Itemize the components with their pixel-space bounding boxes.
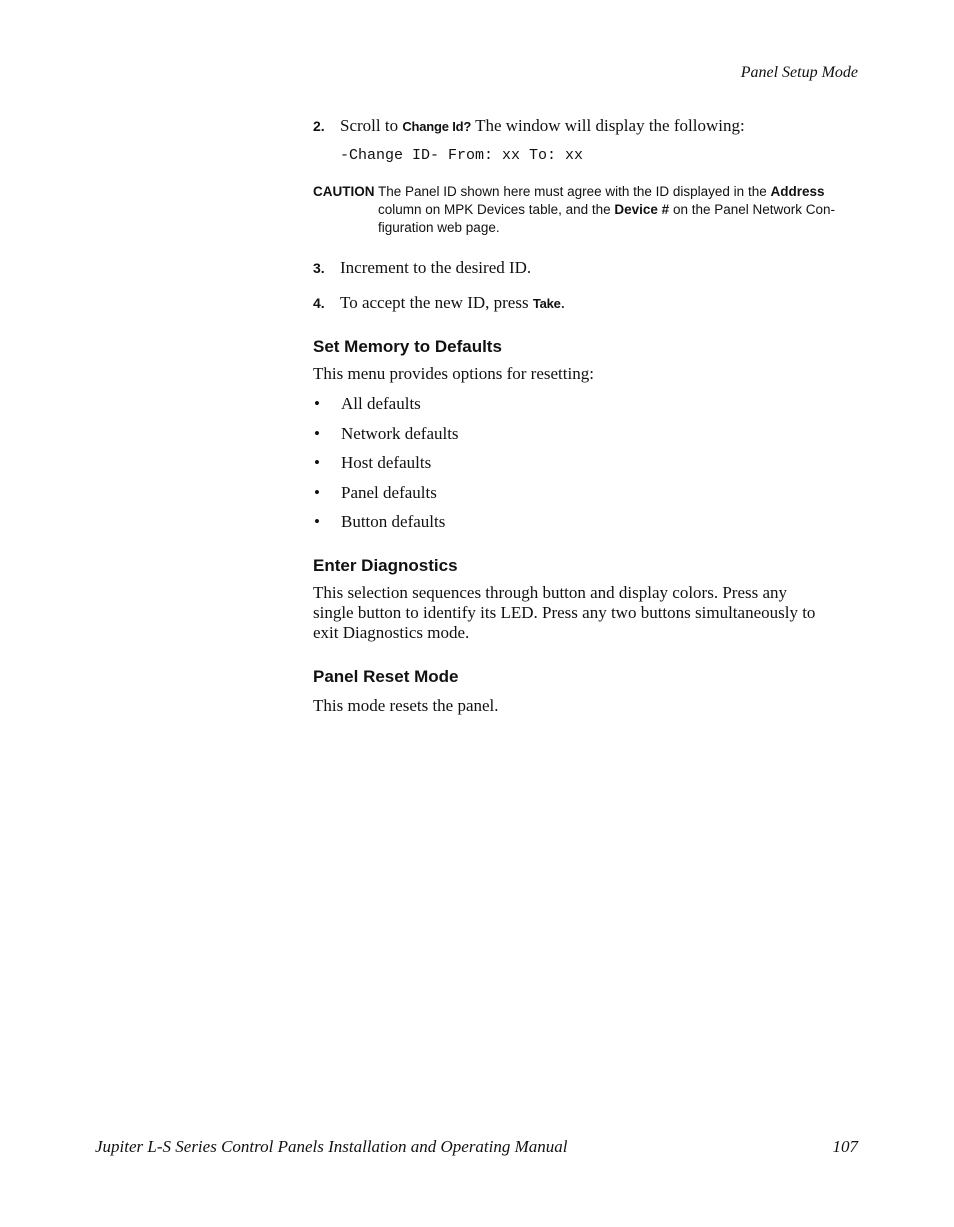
page-number: 107 xyxy=(832,1137,858,1156)
menu-key-label: Take xyxy=(532,296,561,311)
list-item-text: All defaults xyxy=(341,394,421,413)
list-item xyxy=(313,483,861,503)
list-item-text: Button defaults xyxy=(341,512,446,531)
section-intro-memory: This menu provides options for resetting: xyxy=(313,364,594,383)
menu-key-label: Change Id? xyxy=(402,119,472,134)
list-item xyxy=(313,453,861,473)
step-3 xyxy=(313,258,861,278)
caution-bold-device: Device # xyxy=(614,202,670,217)
footer-title: Jupiter L-S Series Control Panels Installation and Operating Manual xyxy=(95,1137,568,1156)
page-content xyxy=(313,116,861,716)
section-body-diagnostics xyxy=(313,583,861,643)
defaults-list xyxy=(313,394,861,532)
step-text xyxy=(340,116,745,137)
step-text-part: . xyxy=(560,293,565,312)
step-number: 4. xyxy=(313,295,325,311)
caution-text-part: figuration web page. xyxy=(378,220,500,235)
code-display-line: -Change ID- From: xx To: xx xyxy=(340,147,584,164)
bullet-icon: • xyxy=(314,453,320,472)
diagnostics-line: single button to identify its LED. Press any two buttons simultaneously to xyxy=(313,603,816,622)
diagnostics-line: exit Diagnostics mode. xyxy=(313,623,470,642)
caution-note xyxy=(313,183,861,237)
step-text xyxy=(340,293,565,314)
list-item-text: Network defaults xyxy=(341,423,459,443)
step-text: Increment to the desired ID. xyxy=(340,258,532,277)
step-4 xyxy=(313,293,861,314)
step-text-part: The window will display the following: xyxy=(471,116,745,135)
list-item-text: Host defaults xyxy=(341,453,432,472)
list-item xyxy=(313,424,861,444)
running-head: Panel Setup Mode xyxy=(740,64,858,81)
step-2 xyxy=(313,116,861,137)
caution-text-part: column on MPK Devices table, and the xyxy=(378,202,615,217)
caution-bold-address: Address xyxy=(770,184,825,199)
diagnostics-line: This selection sequences through button and display colors. Press any xyxy=(313,583,788,602)
step-number: 2. xyxy=(313,118,325,134)
bullet-icon: • xyxy=(314,482,320,502)
section-heading-memory: Set Memory to Defaults xyxy=(313,337,502,356)
list-item-text: Panel defaults xyxy=(341,482,437,502)
caution-text-part: on the Panel Network Con- xyxy=(669,202,836,217)
bullet-icon: • xyxy=(314,394,320,413)
list-item xyxy=(313,394,861,414)
step-text-part: Scroll to xyxy=(340,116,403,135)
step-number: 3. xyxy=(313,260,325,276)
caution-text-part: The Panel ID shown here must agree with the ID displayed in the xyxy=(378,184,771,199)
caution-text xyxy=(378,183,848,237)
list-item xyxy=(313,512,861,532)
bullet-icon: • xyxy=(314,512,320,531)
section-heading-diagnostics: Enter Diagnostics xyxy=(313,556,458,575)
bullet-icon: • xyxy=(314,423,320,443)
step-text-part: To accept the new ID, press xyxy=(340,293,533,312)
caution-label: CAUTION xyxy=(313,184,375,199)
section-body-reset: This mode resets the panel. xyxy=(313,696,499,715)
section-heading-reset: Panel Reset Mode xyxy=(313,667,459,686)
